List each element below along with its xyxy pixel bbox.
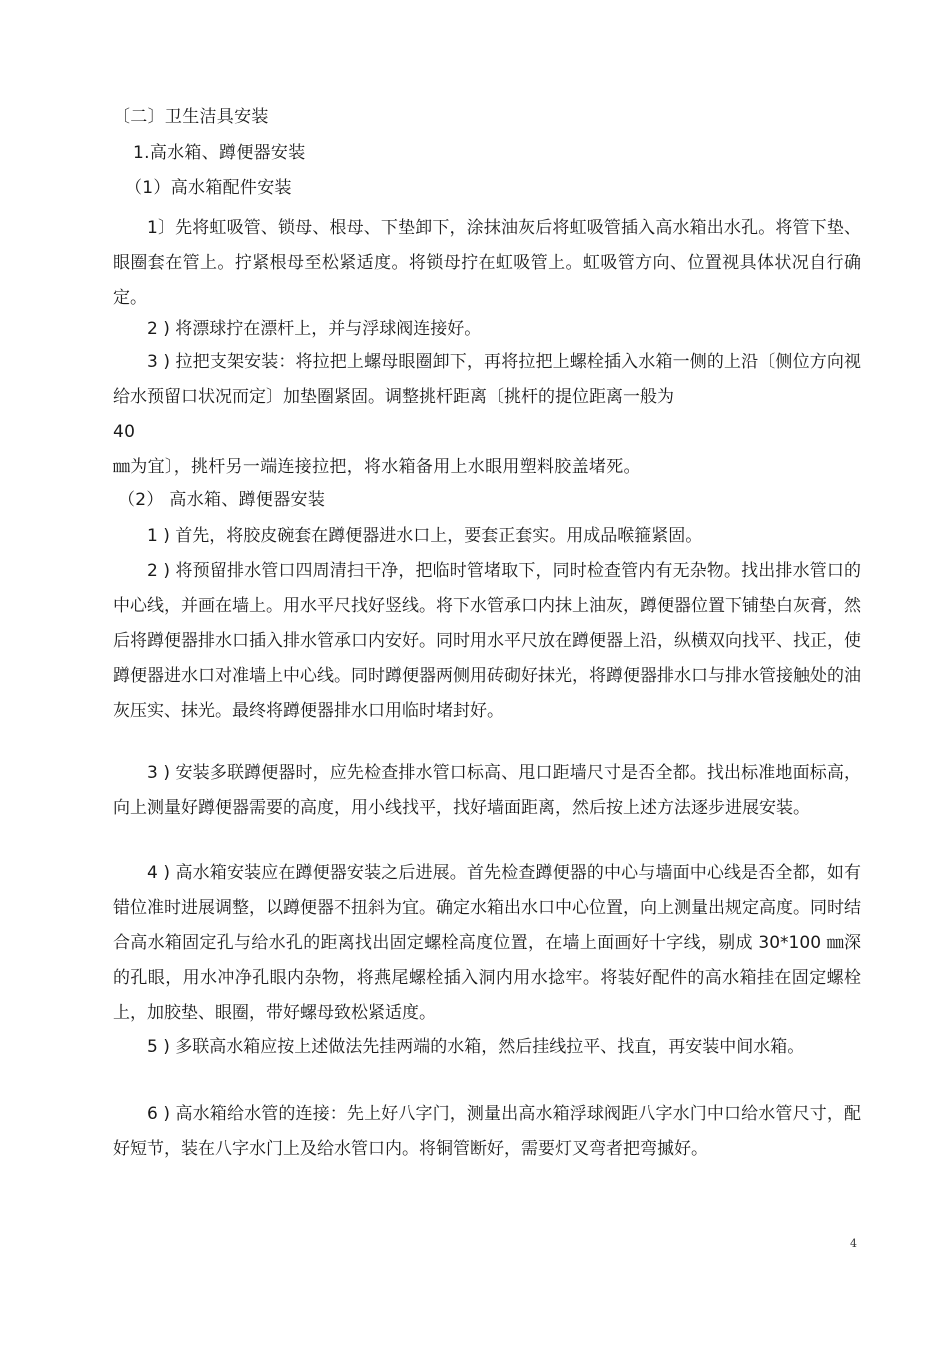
paragraph-step-3-value: 40 [113,422,136,442]
page-number: 4 [850,1237,857,1250]
section-heading: 〔二〕卫生洁具安装 [113,107,269,127]
paragraph-step-1: 1〕先将虹吸管、锁母、根母、下垫卸下，涂抹油灰后将虹吸管插入高水箱出水孔。将管下垫、眼圈套在管上。拧紧根母至松紧适度。将锁母拧在虹吸管上。虹吸管方向、位置视具体状况自行确定。 [113,218,861,308]
paragraph-step-2: 2 ) 将漂球拧在漂杆上，并与浮球阀连接好。 [147,319,482,339]
paragraph-install-6: 6 ) 高水箱给水管的连接：先上好八字门，测量出高水箱浮球阀距八字水门中口给水管尺寸，配好短节，装在八字水门上及给水管口内。将铜管断好，需要灯叉弯者把弯摵好。 [113,1104,861,1159]
paragraph-install-4: 4 ) 高水箱安装应在蹲便器安装之后进展。首先检查蹲便器的中心与墙面中心线是否全都，如有错位准时进展调整，以蹲便器不扭斜为宜。确定水箱出水口中心位置，向上测量出规定高度。同时结合高水箱固定孔与给水孔的距离找出固定螺栓高度位置，在墙上面画好十字线，剔成 30*100 ㎜深的孔眼，用水冲净孔眼内杂物，将燕尾螺栓插入洞内用水捻牢。将装好配件的高水箱挂在固定螺栓上，加胶垫、眼圈，带好螺母致松紧适度。 [113,863,861,1023]
paragraph-step-3-continued: ㎜为宜〕，挑杆另一端连接拉把，将水箱备用上水眼用塑料胶盖堵死。 [113,457,641,477]
subsubsection-heading: （2） 高水箱、蹲便器安装 [118,490,326,510]
paragraph-install-3: 3 ) 安装多联蹲便器时，应先检查排水管口标高、甩口距墙尺寸是否全都。找出标准地面标高，向上测量好蹲便器需要的高度，用小线找平，找好墙面距离，然后按上述方法逐步进展安装。 [113,763,861,818]
paragraph-install-2: 2 ) 将预留排水管口四周清扫干净，把临时管堵取下，同时检查管内有无杂物。找出排水管口的中心线，并画在墙上。用水平尺找好竖线。将下水管承口内抹上油灰，蹲便器位置下铺垫白灰膏，然后将蹲便器排水口插入排水管承口内安好。同时用水平尺放在蹲便器上沿，纵横双向找平、找正，使蹲便器进水口对准墙上中心线。同时蹲便器两侧用砖砌好抹光，将蹲便器排水口与排水管接触处的油灰压实、抹光。最终将蹲便器排水口用临时堵封好。 [113,561,861,721]
paragraph-step-3: 3 ) 拉把支架安装：将拉把上螺母眼圈卸下，再将拉把上螺栓插入水箱一侧的上沿〔侧位方向视给水预留口状况而定〕加垫圈紧固。调整挑杆距离〔挑杆的提位距离一般为 [113,352,861,407]
subsubsection-heading: （1）高水箱配件安装 [125,178,292,198]
paragraph-install-1: 1 ) 首先，将胶皮碗套在蹲便器进水口上，要套正套实。用成品喉箍紧固。 [147,526,703,546]
paragraph-install-5: 5 ) 多联高水箱应按上述做法先挂两端的水箱，然后挂线拉平、找直，再安装中间水箱。 [147,1037,805,1057]
subsection-heading: 1.高水箱、蹲便器安装 [133,143,306,163]
